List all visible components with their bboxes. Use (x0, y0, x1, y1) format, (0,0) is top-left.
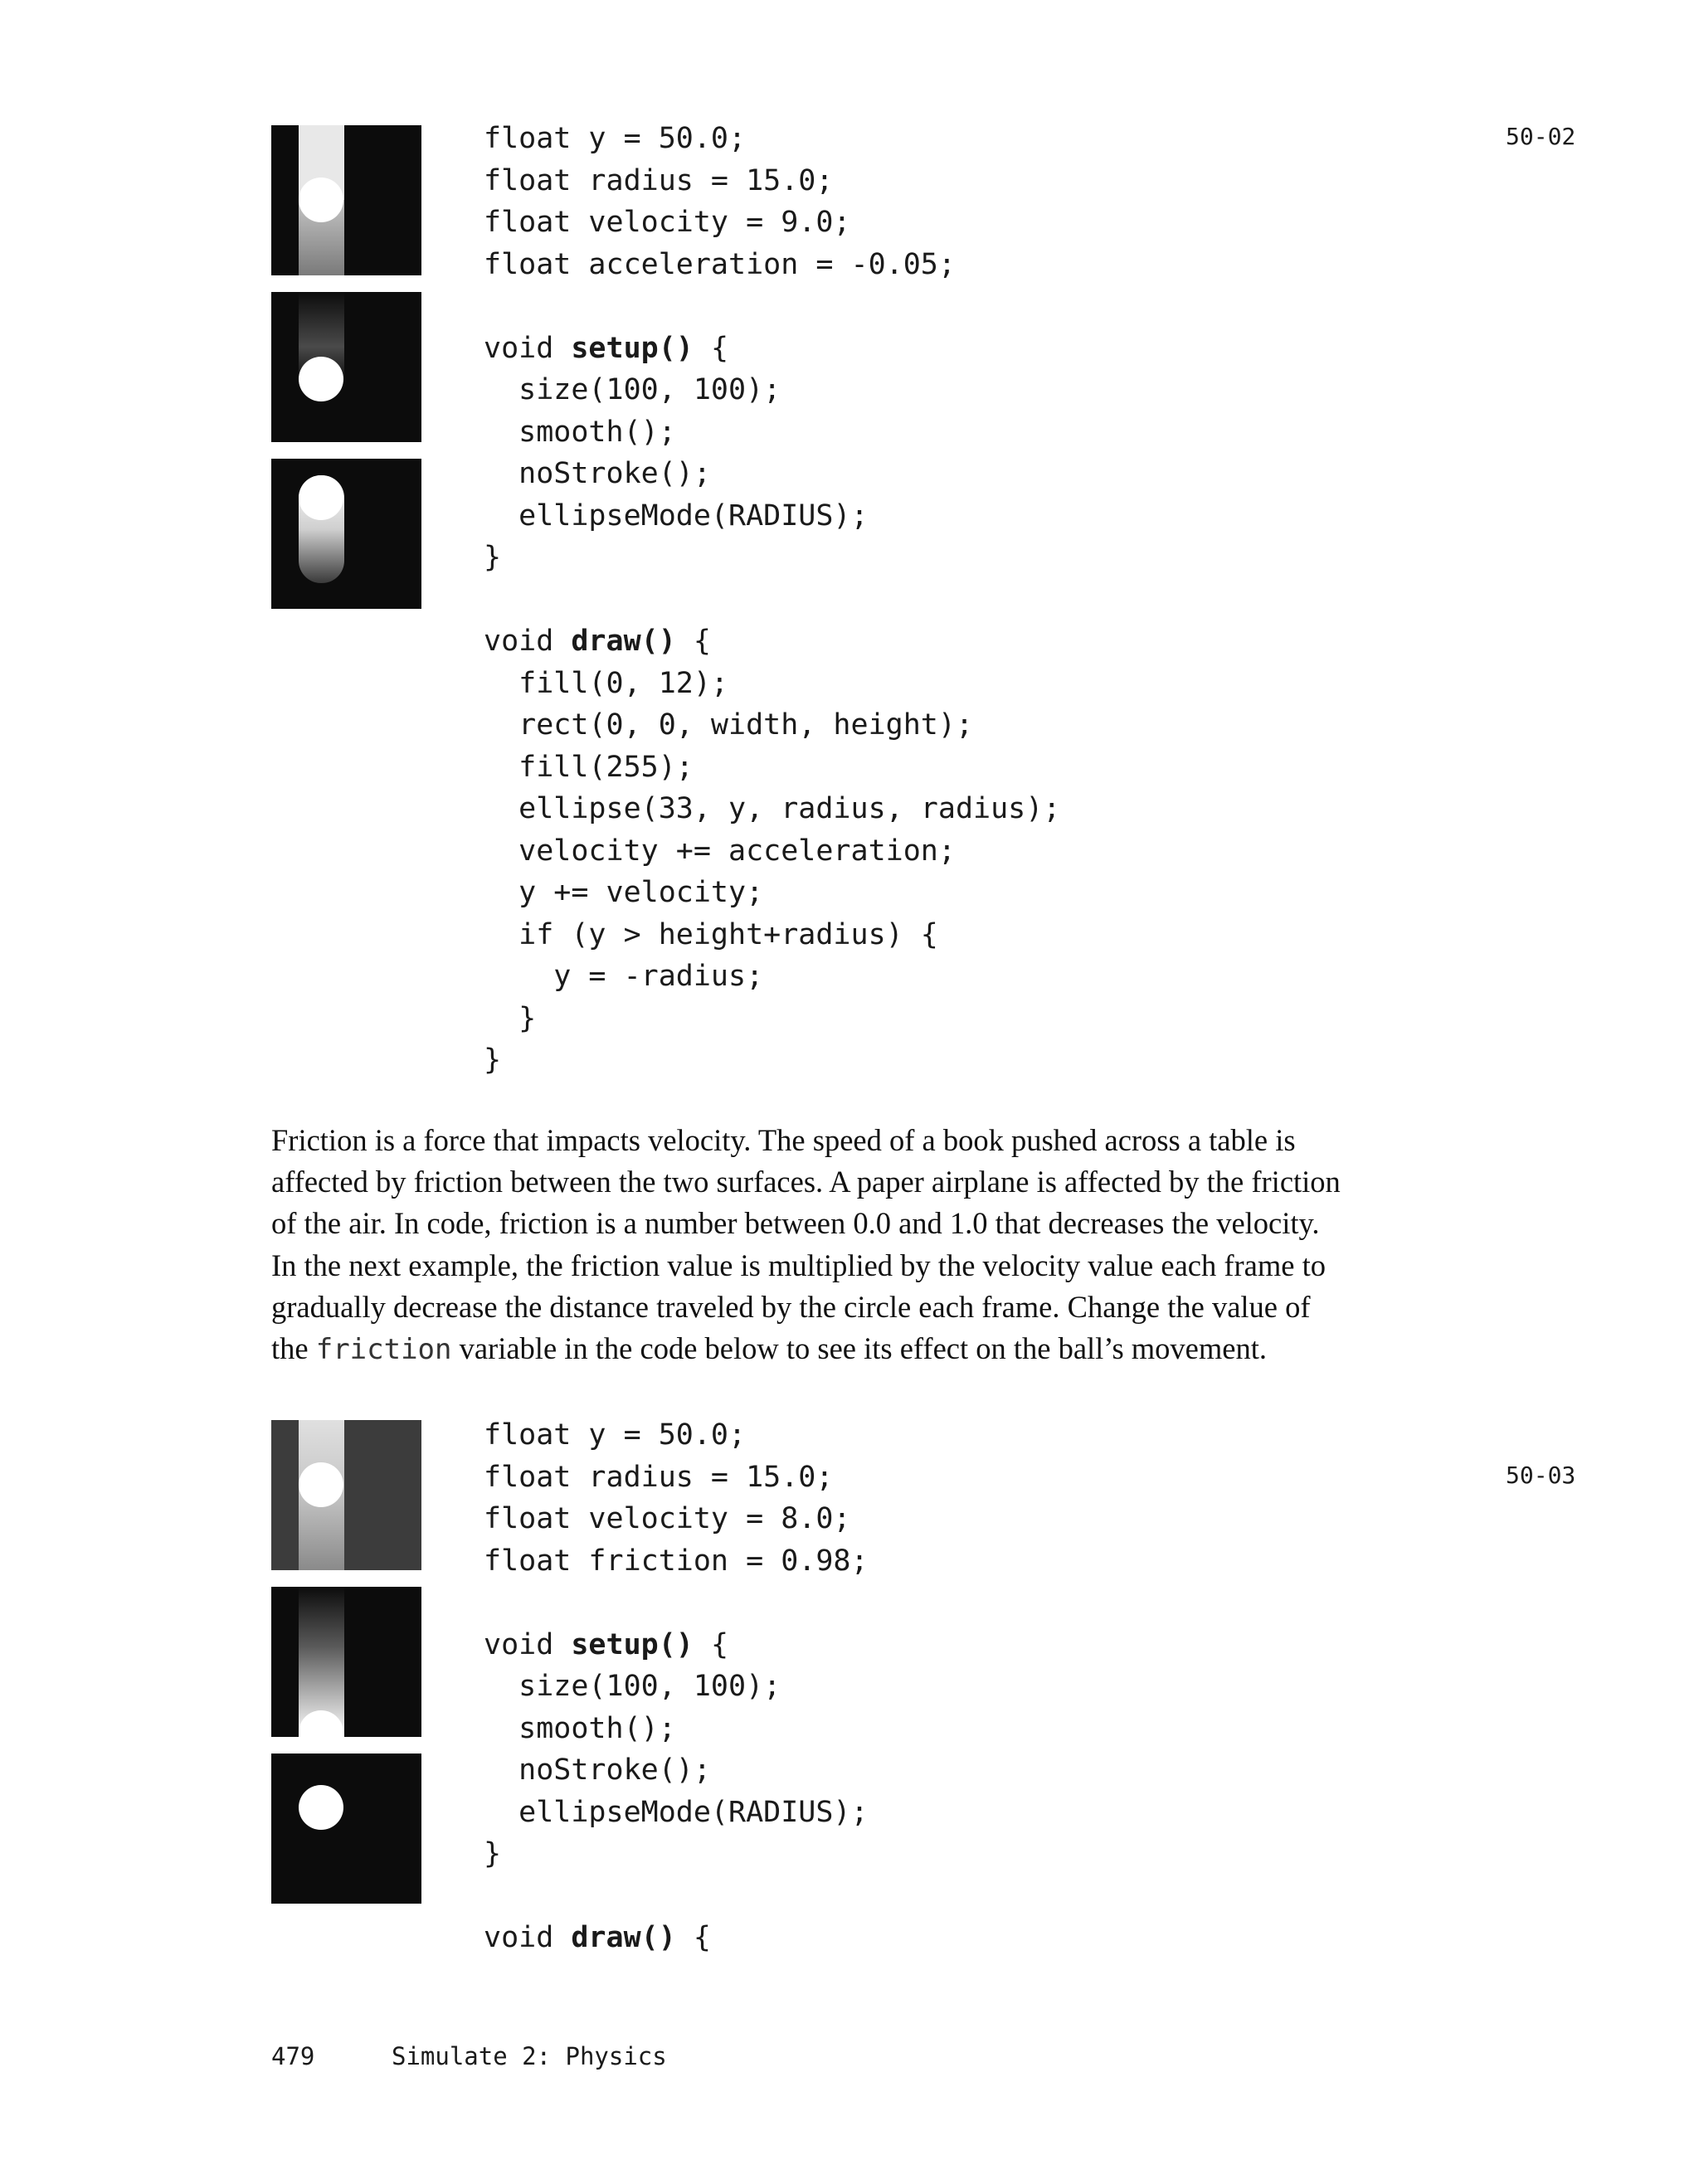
code-line: noStroke(); (484, 457, 711, 490)
running-footer-chapter: Simulate 2: Physics (392, 2042, 667, 2070)
inline-code-friction: friction (315, 1333, 452, 1367)
output-frame-image (271, 292, 421, 442)
paragraph-line: of the air. In code, friction is a number between 0.0 and 1.0 that decreases the velocity. (271, 1206, 1320, 1241)
code-line: float y = 50.0; (484, 122, 747, 155)
code-line: float velocity = 9.0; (484, 206, 851, 239)
paragraph-text: variable in the code below to see its effect on the ball’s movement. (451, 1331, 1267, 1366)
output-frame-image (271, 1420, 421, 1570)
code-keyword: void (484, 625, 572, 658)
code-line: smooth(); (484, 1711, 676, 1745)
code-line: rect(0, 0, width, height); (484, 708, 974, 742)
code-line (484, 620, 1060, 663)
code-function-name: draw() (571, 625, 676, 658)
code-line: smooth(); (484, 415, 676, 449)
paragraph-line: Friction is a force that impacts velocity. The speed of a book pushed across a table is (271, 1123, 1296, 1157)
code-line: } (484, 1837, 502, 1870)
output-frame-image (271, 459, 421, 609)
code-line: ellipseMode(RADIUS); (484, 499, 869, 533)
code-brace: { (675, 625, 711, 658)
code-keyword: void (484, 331, 572, 365)
code-line: y = -radius; (484, 960, 764, 993)
code-line: float radius = 15.0; (484, 163, 834, 197)
code-line: } (484, 1001, 537, 1035)
code-brace: { (675, 1921, 711, 1954)
example-number: 50-03 (1506, 1462, 1576, 1489)
code-function-name: setup() (571, 1627, 694, 1661)
code-line: float friction = 0.98; (484, 1544, 869, 1578)
code-keyword: void (484, 1627, 572, 1661)
code-function-name: draw() (571, 1921, 676, 1954)
paragraph-line (271, 1328, 1482, 1370)
code-listing (484, 118, 1060, 1082)
code-line (484, 1582, 869, 1624)
output-frame-image (271, 125, 421, 275)
code-keyword: void (484, 1921, 572, 1954)
code-line: fill(0, 12); (484, 666, 729, 700)
code-line: if (y > height+radius) { (484, 917, 938, 951)
body-paragraph (271, 1120, 1482, 1370)
code-line (484, 1624, 869, 1666)
code-line (484, 1917, 869, 1959)
code-line: velocity += acceleration; (484, 834, 956, 868)
code-line: size(100, 100); (484, 373, 781, 406)
code-line: noStroke(); (484, 1754, 711, 1787)
code-brace: { (693, 331, 729, 365)
code-listing (484, 1414, 869, 1959)
code-line: fill(255); (484, 750, 694, 784)
code-line (484, 579, 1060, 621)
paragraph-line: gradually decrease the distance traveled by the circle each frame. Change the value of (271, 1289, 1311, 1324)
code-line: float velocity = 8.0; (484, 1502, 851, 1535)
output-frame-image (271, 1587, 421, 1737)
code-line: float y = 50.0; (484, 1418, 747, 1452)
code-line: float acceleration = -0.05; (484, 247, 956, 281)
code-line (484, 285, 1060, 328)
code-line (484, 328, 1060, 370)
code-brace: { (693, 1627, 729, 1661)
code-line: float radius = 15.0; (484, 1460, 834, 1494)
code-line (484, 1875, 869, 1918)
code-line: } (484, 541, 502, 574)
code-line: size(100, 100); (484, 1670, 781, 1703)
code-line: y += velocity; (484, 876, 764, 909)
code-function-name: setup() (571, 331, 694, 365)
example-number: 50-02 (1506, 123, 1576, 150)
output-frame-image (271, 1754, 421, 1904)
code-line: ellipseMode(RADIUS); (484, 1795, 869, 1829)
paragraph-text: the (271, 1331, 316, 1366)
paragraph-line: In the next example, the friction value is multiplied by the velocity value each frame to (271, 1248, 1326, 1282)
code-line: ellipse(33, y, radius, radius); (484, 792, 1061, 825)
code-line: } (484, 1043, 502, 1077)
page-number: 479 (271, 2042, 315, 2070)
paragraph-line: affected by friction between the two surfaces. A paper airplane is affected by the friction (271, 1165, 1341, 1199)
